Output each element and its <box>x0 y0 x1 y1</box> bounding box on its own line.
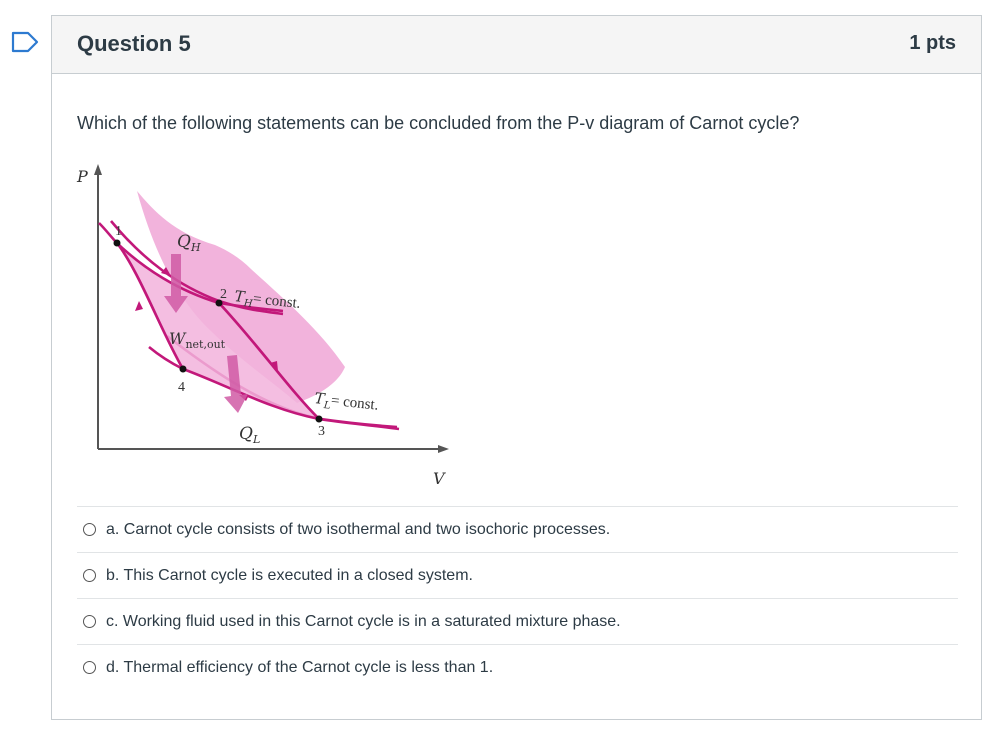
qh-subscript: H <box>190 241 201 254</box>
answer-label-d: d. Thermal efficiency of the Carnot cycle is less than 1. <box>106 658 494 676</box>
flag-question-icon[interactable] <box>11 31 39 53</box>
th-label: T <box>233 287 246 307</box>
th-const: = const. <box>252 291 302 312</box>
question-points: 1 pts <box>909 32 956 54</box>
th-subscript: H <box>243 298 254 310</box>
state-4-label: 4 <box>178 380 185 395</box>
svg-text:QH <box>177 232 201 254</box>
wnet-subscript: net,out <box>185 338 226 351</box>
state-1-point <box>114 240 121 247</box>
state-4-point <box>180 366 187 373</box>
tl-subscript: L <box>323 400 331 412</box>
ql-subscript: L <box>252 433 261 446</box>
answer-list <box>77 506 958 690</box>
radio-a[interactable] <box>83 523 96 536</box>
v-axis-arrow <box>438 445 449 453</box>
ql-label: Q <box>239 424 253 444</box>
svg-text:QL <box>239 424 260 446</box>
arrow-4-1 <box>135 301 143 311</box>
qh-label: Q <box>177 232 191 252</box>
state-2-label: 2 <box>220 287 227 302</box>
answer-option-b[interactable] <box>77 552 958 598</box>
state-1-label: 1 <box>115 224 122 239</box>
wnet-label: W <box>169 329 186 348</box>
answer-label-a: a. Carnot cycle consists of two isothermal and two isochoric processes. <box>106 520 611 538</box>
v-axis-label: V <box>433 469 445 486</box>
answer-option-a[interactable] <box>77 506 958 552</box>
question-title: Question 5 <box>77 31 191 56</box>
tl-const: = const. <box>330 392 380 414</box>
carnot-pv-diagram <box>69 151 459 486</box>
tl-label: T <box>313 389 326 409</box>
p-axis-label: P <box>77 167 88 186</box>
question-text: Which of the following statements can be concluded from the P-v diagram of Carnot cycle? <box>77 113 800 133</box>
state-3-label: 3 <box>318 424 325 439</box>
radio-c[interactable] <box>83 615 96 628</box>
radio-b[interactable] <box>83 569 96 582</box>
question-header <box>52 16 981 74</box>
answer-label-c: c. Working fluid used in this Carnot cycle is in a saturated mixture phase. <box>106 612 621 630</box>
p-axis-arrow <box>94 164 102 175</box>
svg-text:TL= const. <box>313 389 379 417</box>
answer-option-c[interactable] <box>77 598 958 644</box>
radio-d[interactable] <box>83 661 96 674</box>
question-card <box>51 15 982 720</box>
answer-option-d[interactable] <box>77 644 958 690</box>
answer-label-b: b. This Carnot cycle is executed in a closed system. <box>106 566 473 584</box>
state-3-point <box>316 416 323 423</box>
